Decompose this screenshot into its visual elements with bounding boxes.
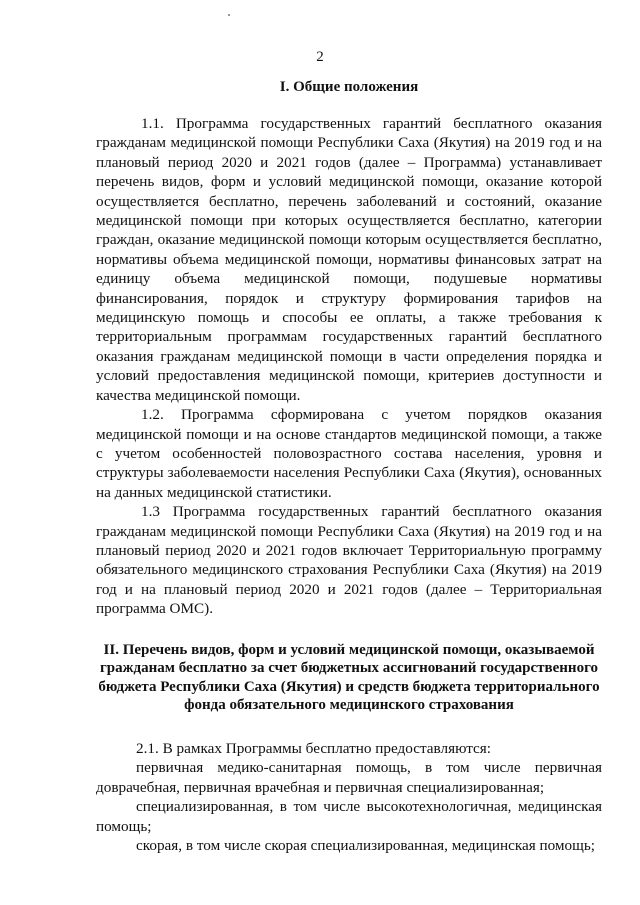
paragraph-1-1: 1.1. Программа государственных гарантий бесплатного оказания гражданам медицинской помощи Республики Саха (Якутия) на 2019 год и на плановый период 2020 и 2021 годов (далее – Программа) устанавливает перечень видов, форм и условий медицинской помощи, оказание которой осуществляется бесплатно, перечень заболеваний и состояний, оказание медицинской помощи при которых осуществляется бесплатно, категории граждан, оказание медицинской помощи которым осуществляется бесплатно, нормативы объема медицинской помощи, нормативы финансовых затрат на единицу объема медицинской помощи, подушевые нормативы финансирования, порядок и структуру формирования тарифов на медицинскую помощь и способы ее оплаты, а также требования к территориальным программам государственных гарантий бесплатного оказания гражданам медицинской помощи в части определения порядка и условий предоставления медицинской помощи, критериев доступности и качества медицинской помощи. (96, 115, 602, 404)
paragraph-1-2: 1.2. Программа сформирована с учетом порядков оказания медицинской помощи и на основе стандартов медицинской помощи, а также с учетом особенностей половозрастного состава населения, уровня и структуры заболеваемости населения Республики Саха (Якутия), основанных на данных медицинской статистики. (96, 406, 602, 501)
paragraph-2-1: 2.1. В рамках Программы бесплатно предоставляются: (136, 739, 491, 757)
section-2-heading: II. Перечень видов, форм и условий медицинской помощи, оказываемой гражданам бесплатно за счет бюджетных ассигнований государственного бюджета Республики Саха (Якутия) и средств бюджета территориального фонда обязательного медицинского страхования (98, 641, 600, 714)
paragraph-1-3: 1.3 Программа государственных гарантий бесплатного оказания гражданам медицинской помощи Республики Саха (Якутия) на 2019 год и на плановый период 2020 и 2021 годов включает Территориальную программу обязательного медицинского страхования Республики Саха (Якутия) на 2019 год и на плановый период 2020 и 2021 годов (далее – Территориальная программа ОМС). (96, 503, 602, 618)
section-1-heading: I. Общие положения (279, 79, 419, 95)
list-item-emergency-care: скорая, в том числе скорая специализированная, медицинская помощь; (136, 836, 595, 854)
list-item-specialized-care: специализированная, в том числе высокотехнологичная, медицинская помощь; (96, 798, 602, 835)
page-body (96, 78, 602, 855)
list-item-primary-care: первичная медико-санитарная помощь, в том числе первичная доврачебная, первичная врачебная и первичная специализированная; (96, 759, 602, 796)
scan-speck (228, 14, 230, 16)
page-number: 2 (316, 49, 324, 65)
